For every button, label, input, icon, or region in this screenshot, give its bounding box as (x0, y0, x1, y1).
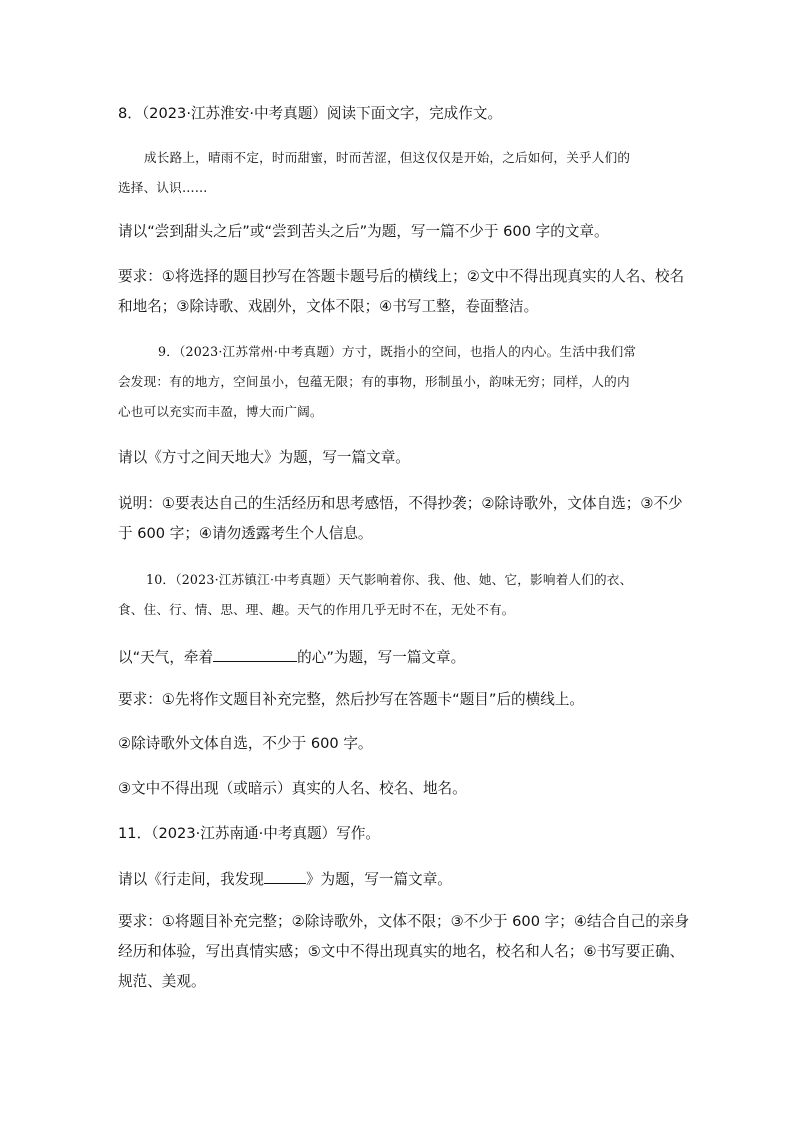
q8-material-line-1: 成长路上，晴雨不定，时而甜蜜，时而苦涩，但这仅仅是开始，之后如何，关乎人们的 (144, 150, 631, 165)
q11-requirement-line-3: 规范、美观。 (118, 973, 206, 990)
q10-heading-line-2: 食、住、行、情、思、理、趣。天气的作用几乎无时不在，无处不有。 (118, 602, 515, 617)
q11-prompt (118, 868, 678, 890)
q9-heading-line-3: 心也可以充实而丰盈，博大而广阔。 (118, 404, 323, 419)
q10-fill-blank (213, 646, 297, 662)
q10-prompt (118, 646, 678, 668)
q11-prompt-before: 请以《行走间，我发现 (118, 871, 264, 888)
q9-heading-line-2: 会发现：有的地方，空间虽小，包蕴无限；有的事物，形制虽小，韵味无穷；同样，人的内 (118, 374, 630, 389)
q9-heading-line-1: 9．（2023·江苏常州·中考真题）方寸，既指小的空间，也指人的内心。生活中我们常 (158, 344, 637, 359)
q11-fill-blank (264, 868, 306, 884)
q8-requirement-line-1: 要求：①将选择的题目抄写在答题卡题号后的横线上；②文中不得出现真实的人名、校名 (118, 268, 685, 285)
q9-prompt: 请以《方寸之间天地大》为题，写一篇文章。 (118, 449, 410, 466)
q11-prompt-after: 》为题，写一篇文章。 (305, 871, 452, 888)
q10-requirement-3: ③文中不得出现（或暗示）真实的人名、校名、地名。 (118, 780, 467, 797)
q10-prompt-before: 以“天气，牵着 (118, 649, 214, 666)
q10-heading-line-1: 10．（2023·江苏镇江·中考真题）天气影响着你、我、他、她、它，影响着人们的衣、 (146, 572, 633, 587)
q8-heading: 8．（2023·江苏淮安·中考真题）阅读下面文字，完成作文。 (118, 105, 503, 122)
q9-note-line-1: 说明：①要表达自己的生活经历和思考感悟，不得抄袭；②除诗歌外，文体自选；③不少 (118, 495, 683, 512)
q11-requirement-line-2: 经历和体验，写出真情实感；⑤文中不得出现真实的地名，校名和人名；⑥书写要正确、 (118, 943, 685, 960)
q11-heading: 11．（2023·江苏南通·中考真题）写作。 (118, 825, 381, 842)
q8-prompt: 请以“尝到甜头之后”或“尝到苦头之后”为题，写一篇不少于 600 字的文章。 (118, 223, 609, 240)
q10-requirement-2: ②除诗歌外文体自选，不少于 600 字。 (118, 735, 373, 752)
q11-requirement-line-1: 要求：①将题目补充完整；②除诗歌外，文体不限；③不少于 600 字；④结合自己的亲身 (118, 913, 690, 930)
q8-requirement-line-2: 和地名；③除诗歌、戏剧外，文体不限；④书写工整，卷面整洁。 (118, 298, 539, 315)
q10-requirement-1: 要求：①先将作文题目补充完整，然后抄写在答题卡“题目”后的横线上。 (118, 691, 585, 708)
q9-note-line-2: 于 600 字；④请勿透露考生个人信息。 (118, 525, 373, 542)
q10-prompt-after: 的心”为题，写一篇文章。 (297, 649, 466, 666)
q8-material-line-2: 选择、认识…… (118, 180, 208, 195)
